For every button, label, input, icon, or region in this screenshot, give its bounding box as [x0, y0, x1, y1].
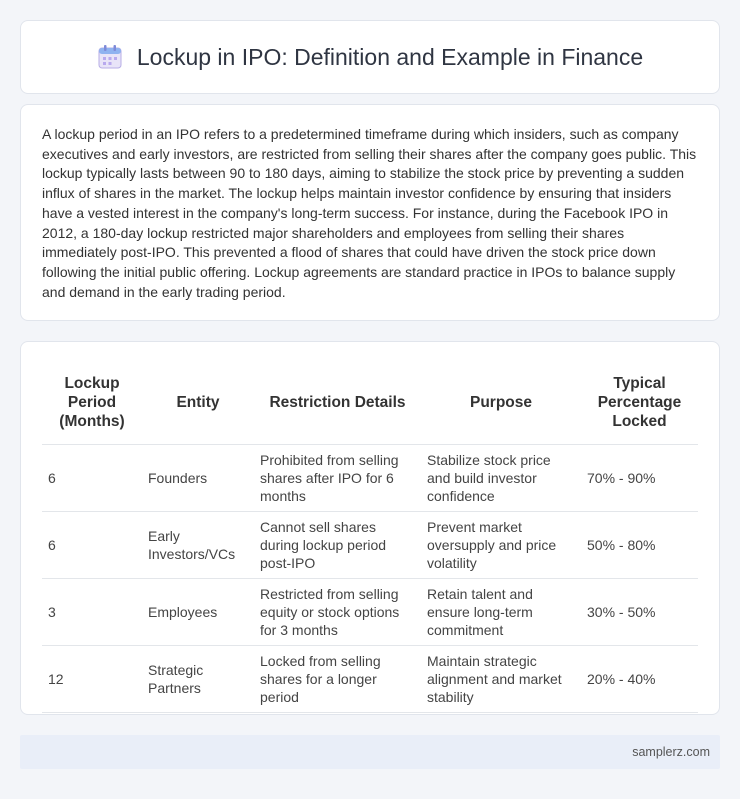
- cell-restriction-details: Prohibited from selling shares after IPO for 6 months: [254, 444, 421, 511]
- cell-purpose: Maintain strategic alignment and market stability: [421, 645, 581, 712]
- cell-lockup-period: 3: [42, 578, 142, 645]
- page-title: Lockup in IPO: Definition and Example in Finance: [136, 43, 644, 70]
- table-row: [42, 578, 698, 645]
- table-card: [20, 341, 720, 715]
- cell-purpose: Prevent market oversupply and price volatility: [421, 511, 581, 578]
- footer-bar: [20, 735, 720, 769]
- calendar-icon: [97, 44, 123, 70]
- cell-percentage-locked: 50% - 80%: [581, 511, 698, 578]
- cell-purpose: Retain talent and ensure long-term commitment: [421, 578, 581, 645]
- column-header-lockup-period: Lockup Period (Months): [59, 375, 125, 431]
- table-header-row: [42, 362, 698, 444]
- cell-restriction-details: Restricted from selling equity or stock options for 3 months: [254, 578, 421, 645]
- column-header-restriction-details: Restriction Details: [269, 394, 406, 412]
- table-row: [42, 444, 698, 511]
- cell-entity: Early Investors/VCs: [142, 511, 254, 578]
- cell-restriction-details: Locked from selling shares for a longer period: [254, 645, 421, 712]
- column-header-percentage-locked: Typical Percentage Locked: [597, 375, 682, 431]
- cell-entity: Employees: [142, 578, 254, 645]
- table-row: [42, 511, 698, 578]
- cell-percentage-locked: 30% - 50%: [581, 578, 698, 645]
- title-wrap: [97, 44, 643, 71]
- cell-lockup-period: 6: [42, 511, 142, 578]
- table-row: [42, 645, 698, 712]
- lockup-table: [42, 362, 698, 713]
- cell-entity: Strategic Partners: [142, 645, 254, 712]
- cell-percentage-locked: 70% - 90%: [581, 444, 698, 511]
- cell-lockup-period: 6: [42, 444, 142, 511]
- cell-restriction-details: Cannot sell shares during lockup period post-IPO: [254, 511, 421, 578]
- header-card: [20, 20, 720, 94]
- footer-source-link[interactable]: samplerz.com: [632, 745, 710, 759]
- intro-paragraph: A lockup period in an IPO refers to a predetermined timeframe during which insiders, such as company executives and early investors, are restricted from selling their shares after the company goes public. This lockup typically lasts between 90 to 180 days, aiming to stabilize the stock price by preventing a sudden influx of shares in the market. The lockup helps maintain investor confidence by ensuring that insiders have a vested interest in the company's long-term success. For instance, during the Facebook IPO in 2012, a 180-day lockup restricted major shareholders and employees from selling their shares immediately post-IPO. This prevented a flood of shares that could have driven the stock price down following the initial public offering. Lockup agreements are standard practice in IPOs to balance supply and demand in the early trading period.: [42, 126, 697, 300]
- cell-lockup-period: 12: [42, 645, 142, 712]
- intro-card: [20, 104, 720, 321]
- column-header-entity: Entity: [176, 394, 220, 412]
- cell-purpose: Stabilize stock price and build investor confidence: [421, 444, 581, 511]
- cell-percentage-locked: 20% - 40%: [581, 645, 698, 712]
- column-header-purpose: Purpose: [469, 394, 532, 412]
- cell-entity: Founders: [142, 444, 254, 511]
